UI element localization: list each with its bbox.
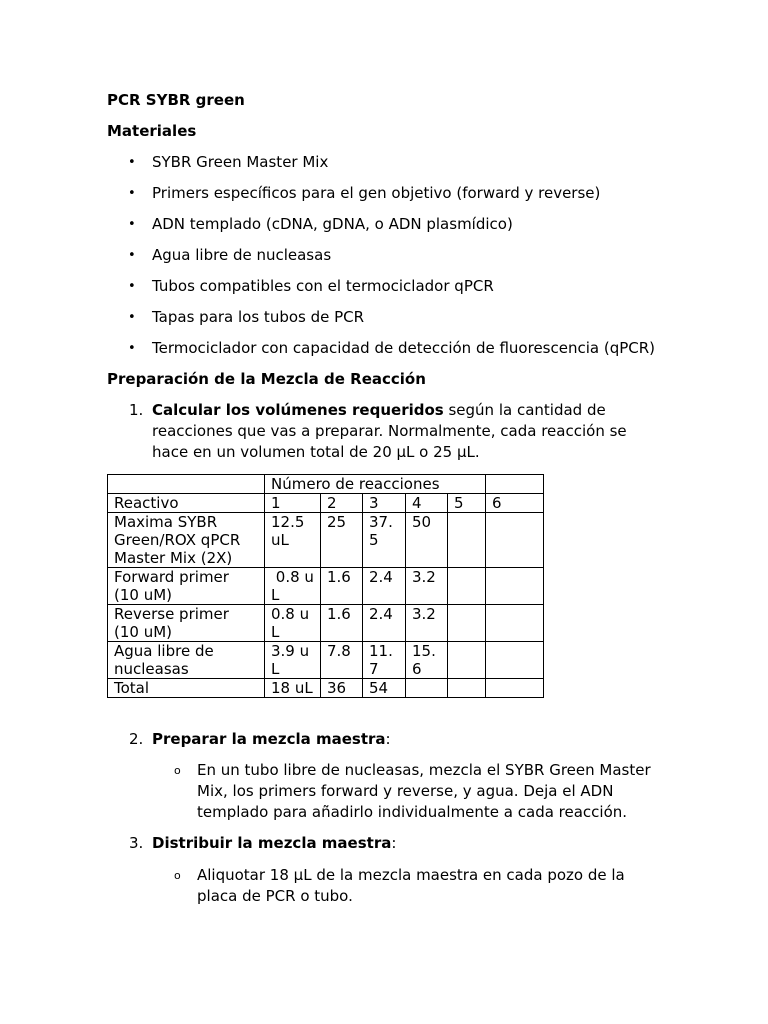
table-row: [108, 475, 544, 494]
table-cell: 25: [321, 513, 363, 568]
table-cell: 0.8 uL: [265, 605, 321, 642]
table-header: 5: [448, 494, 486, 513]
table-header: 3: [363, 494, 406, 513]
step-detail-text: Aliquotar 18 µL de la mezcla maestra en cada pozo de la placa de PCR o tubo.: [197, 866, 625, 905]
table-cell: 1.6: [321, 568, 363, 605]
table-cell: 50: [406, 513, 448, 568]
table-cell: [448, 513, 486, 568]
materials-list: [107, 152, 667, 359]
step-3: [107, 833, 667, 854]
table-cell: 12.5 uL: [265, 513, 321, 568]
step-title: Preparar la mezcla maestra: [152, 730, 386, 748]
table-cell: [486, 605, 544, 642]
table-cell: [486, 513, 544, 568]
bullet-icon: •: [128, 248, 136, 263]
step-text: :: [391, 834, 397, 852]
table-cell: 36: [321, 679, 363, 698]
table-header-reactivo: Reactivo: [108, 494, 265, 513]
document-title: PCR SYBR green: [107, 91, 245, 109]
table-cell: 18 uL: [265, 679, 321, 698]
bullet-icon: •: [128, 217, 136, 232]
table-cell: 0.8 uL: [265, 568, 321, 605]
table-cell: Maxima SYBR Green/ROX qPCR Master Mix (2X): [108, 513, 265, 568]
step-1: [107, 400, 667, 463]
sub-bullet-icon: o: [174, 764, 181, 777]
step-2-detail: [107, 760, 667, 823]
table-cell: 2.4: [363, 605, 406, 642]
preparation-heading: Preparación de la Mezcla de Reacción: [107, 370, 426, 388]
table-cell: [486, 475, 544, 494]
bullet-icon: •: [128, 341, 136, 356]
table-group-header: Número de reacciones: [265, 475, 486, 494]
table-row: [108, 494, 544, 513]
table-cell: Agua libre de nucleasas: [108, 642, 265, 679]
table-cell: 3.9 uL: [265, 642, 321, 679]
bullet-icon: •: [128, 279, 136, 294]
step-text: :: [385, 730, 391, 748]
step-text: según la cantidad de reacciones que vas a preparar. Normalmente, cada reacción se hace en un volumen total de 20 µL o 25 µL.: [152, 401, 627, 461]
step-number: 1.: [129, 401, 144, 419]
list-item: • SYBR Green Master Mix: [128, 153, 329, 171]
table-row: [108, 605, 544, 642]
table-header: 1: [265, 494, 321, 513]
table-cell: [486, 568, 544, 605]
step-3-detail: [107, 865, 667, 907]
table-cell: [486, 679, 544, 698]
table-header: 6: [486, 494, 544, 513]
table-cell: [406, 679, 448, 698]
table-cell: 1.6: [321, 605, 363, 642]
table-cell: 37.5: [363, 513, 406, 568]
table-cell: [486, 642, 544, 679]
table-row: [108, 679, 544, 698]
list-item: • Termociclador con capacidad de detección de fluorescencia (qPCR): [128, 339, 656, 357]
step-detail-text: En un tubo libre de nucleasas, mezcla el SYBR Green Master Mix, los primers forward y reverse, y agua. Deja el ADN templado para añadirlo individualmente a cada reacción.: [197, 761, 651, 821]
document-page: [107, 90, 667, 907]
bullet-icon: •: [128, 310, 136, 325]
table-cell: Total: [108, 679, 265, 698]
step-title: Distribuir la mezcla maestra: [152, 834, 392, 852]
bullet-icon: •: [128, 155, 136, 170]
table-cell: 11.7: [363, 642, 406, 679]
list-item: • Tapas para los tubos de PCR: [128, 308, 365, 326]
list-item: • ADN templado (cDNA, gDNA, o ADN plasmídico): [128, 215, 513, 233]
step-number: 3.: [129, 834, 144, 852]
bullet-icon: •: [128, 186, 136, 201]
reaction-volume-table: [107, 474, 544, 698]
table-row: [108, 642, 544, 679]
table-header: 4: [406, 494, 448, 513]
materials-heading: Materiales: [107, 122, 197, 140]
list-item: • Tubos compatibles con el termociclador qPCR: [128, 277, 494, 295]
table-cell: [108, 475, 265, 494]
table-cell: 15.6: [406, 642, 448, 679]
table-row: [108, 513, 544, 568]
list-item: • Primers específicos para el gen objetivo (forward y reverse): [128, 184, 601, 202]
table-cell: 2.4: [363, 568, 406, 605]
table-cell: Reverse primer (10 uM): [108, 605, 265, 642]
step-title: Calcular los volúmenes requeridos: [152, 401, 444, 419]
table-cell: 3.2: [406, 568, 448, 605]
step-2: [107, 729, 667, 750]
table-cell: 3.2: [406, 605, 448, 642]
table-row: [108, 568, 544, 605]
table-header: 2: [321, 494, 363, 513]
table-cell: [448, 568, 486, 605]
table-cell: 54: [363, 679, 406, 698]
table-cell: 7.8: [321, 642, 363, 679]
table-cell: [448, 642, 486, 679]
list-item: • Agua libre de nucleasas: [128, 246, 332, 264]
table-cell: [448, 605, 486, 642]
table-cell: [448, 679, 486, 698]
step-number: 2.: [129, 730, 144, 748]
table-cell: Forward primer (10 uM): [108, 568, 265, 605]
sub-bullet-icon: o: [174, 869, 181, 882]
